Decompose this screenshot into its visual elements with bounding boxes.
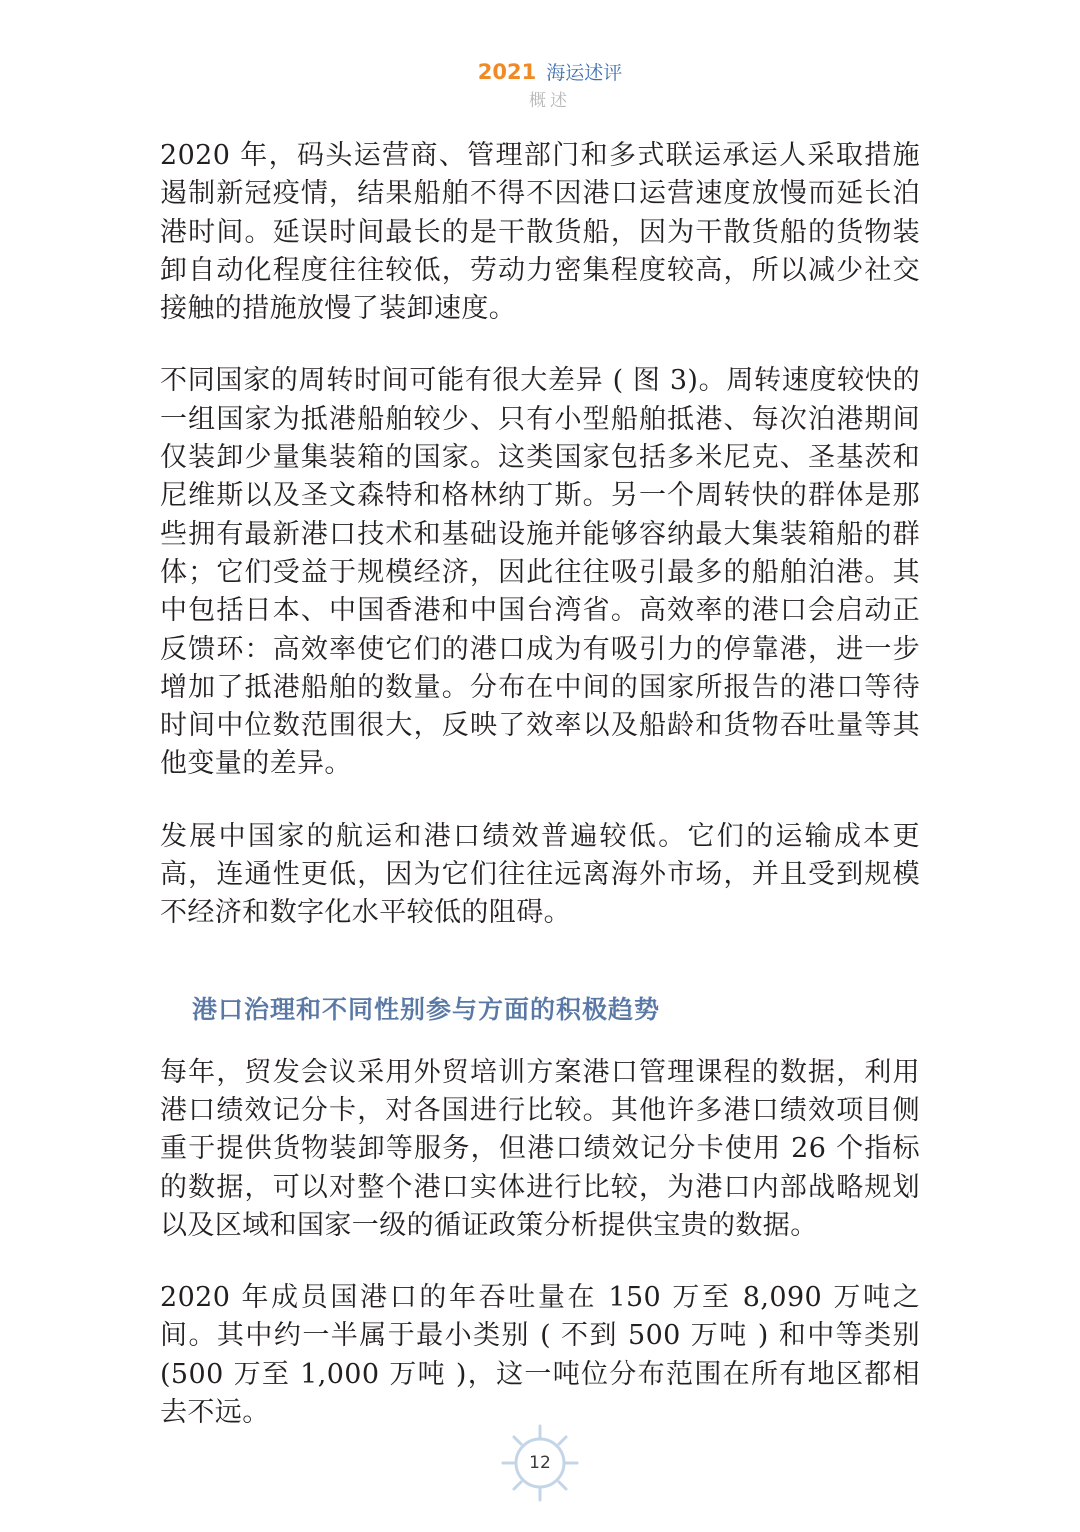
header-section: 概述 [529, 91, 571, 111]
page-number: 12 [529, 1453, 551, 1473]
header-year: 2021 [477, 60, 537, 84]
running-title [20, 58, 1080, 87]
paragraph: 2020 年成员国港口的年吞吐量在 150 万至 8,090 万吨之间。其中约一半属于最小类别 ( 不到 500 万吨 ) 和中等类别 (500 万至 1,000 万吨 )，这一吨位分布范围在所有地区都相去不远。 [160, 1282, 920, 1429]
page-header [0, 58, 1080, 113]
page-footer [496, 1420, 584, 1508]
section-heading: 港口治理和不同性别参与方面的积极趋势 [192, 994, 661, 1024]
paragraph: 发展中国家的航运和港口绩效普遍较低。它们的运输成本更高，连通性更低，因为它们往往远离海外市场，并且受到规模不经济和数字化水平较低的阻碍。 [160, 820, 920, 929]
header-title: 海运述评 [546, 62, 623, 84]
paragraph: 2020 年，码头运营商、管理部门和多式联运承运人采取措施遏制新冠疫情，结果船舶不得不因港口运营速度放慢而延长泊港时间。延误时间最长的是干散货船，因为干散货船的货物装卸自动化程度往往较低，劳动力密集程度较高，所以减少社交接触的措施放慢了装卸速度。 [160, 140, 920, 325]
main-content [160, 137, 920, 1432]
paragraph: 不同国家的周转时间可能有很大差异 ( 图 3)。周转速度较快的一组国家为抵港船舶较少、只有小型船舶抵港、每次泊港期间仅装卸少量集装箱的国家。这类国家包括多米尼克、圣基茨和尼维斯以及圣文森特和格林纳丁斯。另一个周转快的群体是那些拥有最新港口技术和基础设施并能够容纳最大集装箱船的群体；它们受益于规模经济，因此往往吸引最多的船舶泊港。其中包括日本、中国香港和中国台湾省。高效率的港口会启动正反馈环：高效率使它们的港口成为有吸引力的停靠港，进一步增加了抵港船舶的数量。分布在中间的国家所报告的港口等待时间中位数范围很大，反映了效率以及船龄和货物吞吐量等其他变量的差异。 [160, 365, 920, 780]
paragraph: 每年，贸发会议采用外贸培训方案港口管理课程的数据，利用港口绩效记分卡，对各国进行比较。其他许多港口绩效项目侧重于提供货物装卸等服务，但港口绩效记分卡使用 26 个指标的数据，可以对整个港口实体进行比较，为港口内部战略规划以及区域和国家一级的循证政策分析提供宝贵的数据。 [160, 1056, 920, 1241]
